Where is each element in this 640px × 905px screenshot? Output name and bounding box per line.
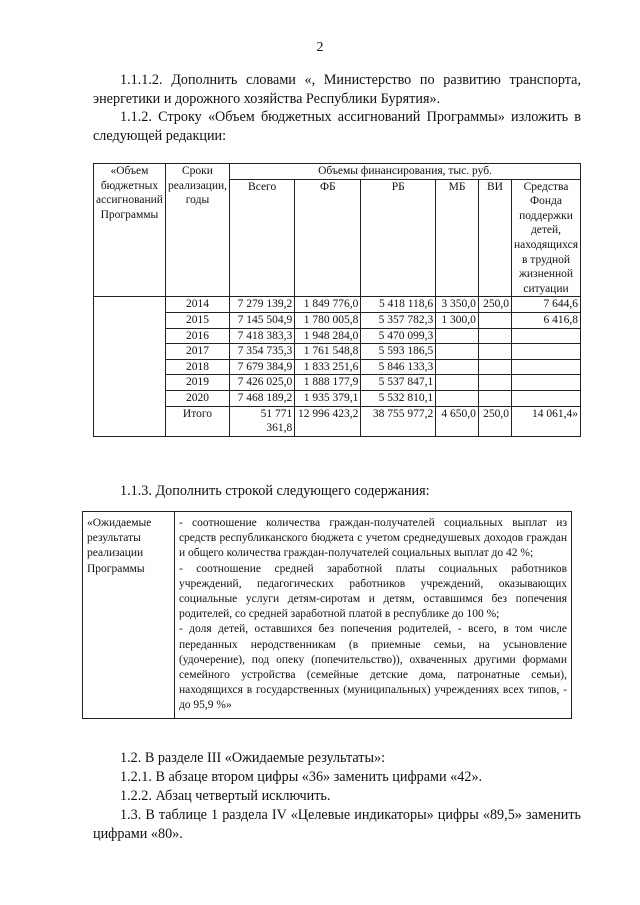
- cell-year: 2016: [165, 328, 229, 344]
- cell-mb: [436, 375, 479, 391]
- cell-total: 51 771 361,8: [230, 406, 295, 436]
- expected-results-table: [82, 511, 572, 719]
- cell-year: 2019: [165, 375, 229, 391]
- table-total-row: [94, 406, 581, 436]
- cell-rb: 5 418 118,6: [361, 297, 436, 313]
- col-header-rb: РБ: [361, 179, 436, 297]
- cell-total: 7 354 735,3: [230, 344, 295, 360]
- table-row: [94, 328, 581, 344]
- col-header-financing: Объемы финансирования, тыс. руб.: [230, 164, 581, 180]
- cell-fb: 1 935 379,1: [295, 390, 361, 406]
- col-header-vi: ВИ: [478, 179, 511, 297]
- cell-rb: 5 846 133,3: [361, 359, 436, 375]
- expected-results-content: [174, 512, 571, 719]
- cell-total: 7 426 025,0: [230, 375, 295, 391]
- cell-mb: [436, 359, 479, 375]
- cell-fb: 1 833 251,6: [295, 359, 361, 375]
- table-row: [94, 390, 581, 406]
- col-header-fund: Средства Фонда поддержки детей, находящихся в трудной жизненной ситуации: [512, 179, 581, 297]
- paragraph-1-1-1-2: 1.1.1.2. Дополнить словами «, Министерство по развитию транспорта, энергетики и дорожного хозяйства Республики Бурятия».: [93, 72, 581, 107]
- cell-mb: [436, 328, 479, 344]
- table-row: [94, 344, 581, 360]
- paragraph-1-1-2: 1.1.2. Строку «Объем бюджетных ассигнований Программы» изложить в следующей редакции:: [93, 109, 581, 144]
- cell-total-label: Итого: [165, 406, 229, 436]
- col-header-fb: ФБ: [295, 179, 361, 297]
- table-row: [94, 312, 581, 328]
- cell-total: 7 418 383,3: [230, 328, 295, 344]
- cell-year: 2017: [165, 344, 229, 360]
- cell-mb: [436, 390, 479, 406]
- cell-mb: [436, 344, 479, 360]
- cell-rb: 38 755 977,2: [361, 406, 436, 436]
- cell-vi: 250,0: [478, 297, 511, 313]
- paragraph-1-2-1: 1.2.1. В абзаце втором цифры «36» заменить цифрами «42».: [120, 769, 483, 785]
- cell-fb: 1 761 548,8: [295, 344, 361, 360]
- cell-fund: [512, 390, 581, 406]
- cell-rb: 5 532 810,1: [361, 390, 436, 406]
- cell-rb: 5 357 782,3: [361, 312, 436, 328]
- cell-fb: 1 849 776,0: [295, 297, 361, 313]
- cell-fund: 14 061,4»: [512, 406, 581, 436]
- cell-vi: [478, 344, 511, 360]
- cell-rb: 5 470 099,3: [361, 328, 436, 344]
- col-header-program-budget: «Объем бюджетных ассигнований Программы: [94, 164, 166, 297]
- cell-fund: [512, 328, 581, 344]
- cell-vi: [478, 312, 511, 328]
- cell-year: 2018: [165, 359, 229, 375]
- cell-mb: 4 650,0: [436, 406, 479, 436]
- cell-rb: 5 537 847,1: [361, 375, 436, 391]
- cell-fb: 1 888 177,9: [295, 375, 361, 391]
- cell-fb: 12 996 423,2: [295, 406, 361, 436]
- cell-total: 7 279 139,2: [230, 297, 295, 313]
- cell-mb: 3 350,0: [436, 297, 479, 313]
- cell-year: 2015: [165, 312, 229, 328]
- table-row: [94, 297, 581, 313]
- page-number: 2: [316, 40, 324, 55]
- col-header-mb: МБ: [436, 179, 479, 297]
- cell-vi: 250,0: [478, 406, 511, 436]
- cell-year: 2014: [165, 297, 229, 313]
- cell-vi: [478, 359, 511, 375]
- expected-result-item: - соотношение количества граждан-получателей социальных выплат из средств республиканского бюджета с учетом среднедушевых доходов граждан и общего количества граждан-получателей социальных выплат до 42 %;: [178, 517, 567, 560]
- col-header-period: Сроки реализации, годы: [165, 164, 229, 297]
- table-row: [94, 375, 581, 391]
- budget-table: [93, 163, 581, 437]
- col-header-total: Всего: [230, 179, 295, 297]
- paragraph-1-2: 1.2. В разделе III «Ожидаемые результаты»:: [120, 750, 386, 766]
- cell-fund: [512, 359, 581, 375]
- cell-year: 2020: [165, 390, 229, 406]
- cell-fund: [512, 375, 581, 391]
- expected-results-label: «Ожидаемые результаты реализации Программы: [83, 512, 175, 719]
- cell-total: 7 468 189,2: [230, 390, 295, 406]
- expected-result-item: - соотношение средней заработной платы социальных работников учреждений, педагогических работников учреждений, оказывающих социальные услуги детям-сиротам и детям, оставшимся без попечения родителей, со средней заработной платой в республике до 100 %;: [178, 562, 567, 621]
- label-spacer: [94, 297, 166, 436]
- cell-vi: [478, 390, 511, 406]
- paragraph-1-3: 1.3. В таблице 1 раздела IV «Целевые индикаторы» цифры «89,5» заменить цифрами «80».: [93, 807, 581, 842]
- cell-mb: 1 300,0: [436, 312, 479, 328]
- cell-rb: 5 593 186,5: [361, 344, 436, 360]
- table-row: [94, 359, 581, 375]
- paragraph-1-1-3: 1.1.3. Дополнить строкой следующего содержания:: [120, 483, 430, 499]
- cell-total: 7 679 384,9: [230, 359, 295, 375]
- cell-fund: 6 416,8: [512, 312, 581, 328]
- cell-total: 7 145 504,9: [230, 312, 295, 328]
- cell-fb: 1 948 284,0: [295, 328, 361, 344]
- paragraph-1-2-2: 1.2.2. Абзац четвертый исключить.: [120, 788, 331, 804]
- cell-fund: 7 644,6: [512, 297, 581, 313]
- cell-vi: [478, 375, 511, 391]
- cell-fb: 1 780 005,8: [295, 312, 361, 328]
- cell-fund: [512, 344, 581, 360]
- expected-result-item: - доля детей, оставшихся без попечения родителей, - всего, в том числе переданных неродственникам (в приемные семьи, на усыновление (удочерение), под опеку (попечительство)), охваченных другими формами семейного устройства (семейные детские дома, патронатные семьи), находящихся в государственных (муниципальных) учреждениях всех типов, - до 95,9 %»: [178, 623, 567, 712]
- cell-vi: [478, 328, 511, 344]
